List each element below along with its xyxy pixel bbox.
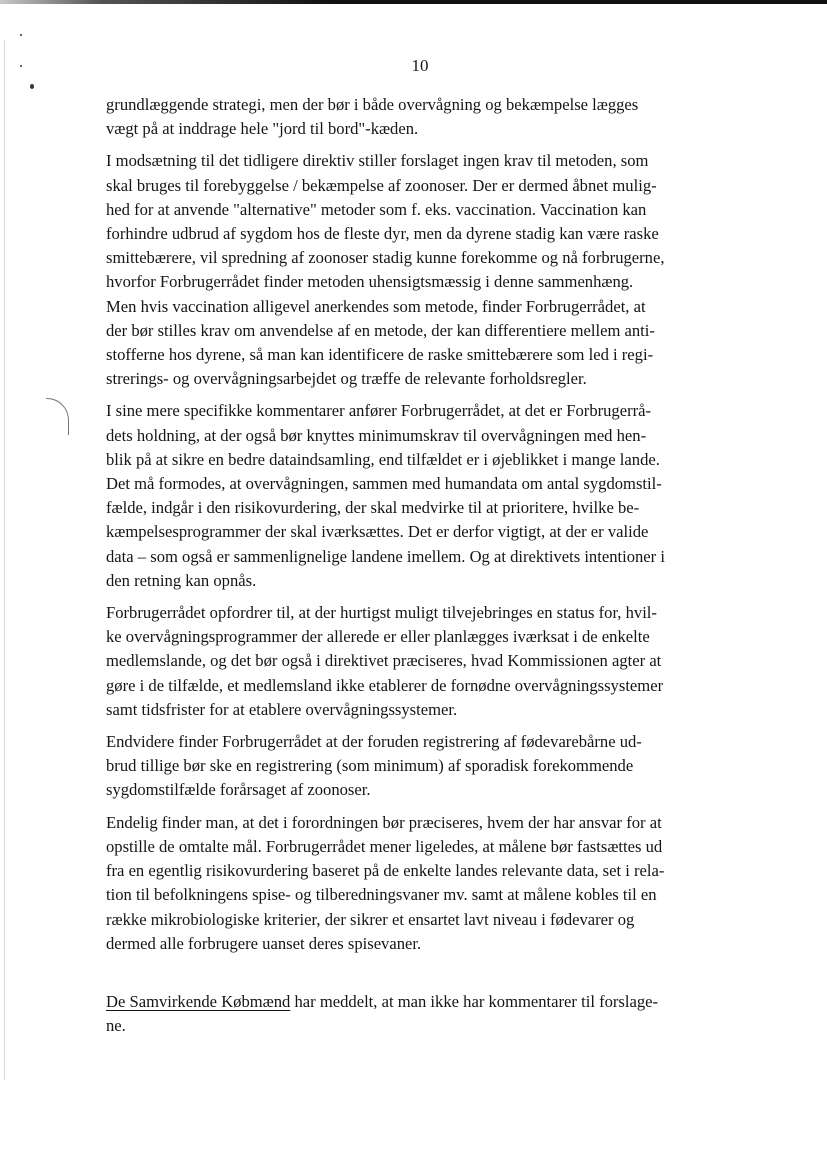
text-line: opstille de omtalte mål. Forbrugerrådet mener ligeledes, at målene bør fastsættes ud bbox=[106, 836, 663, 856]
text-line bbox=[106, 990, 746, 1014]
text-line: sygdomstilfælde forårsaget af zoonoser. bbox=[106, 780, 371, 800]
paragraph-4 bbox=[106, 601, 746, 722]
text-line: Endvidere finder Forbrugerrådet at der foruden registrering af fødevarebårne ud- bbox=[106, 732, 642, 752]
text-line: dets holdning, at der også bør knyttes minimumskrav til overvågningen med hen- bbox=[106, 425, 647, 445]
text-line: Endelig finder man, at det i forordningen bør præciseres, hvem der har ansvar for at bbox=[106, 812, 662, 832]
text-line: række mikrobiologiske kriterier, der sikrer et ensartet lavt niveau i fødevarer og bbox=[106, 909, 635, 929]
punch-hole-mark bbox=[46, 398, 69, 435]
scan-speck bbox=[20, 34, 22, 36]
text-line: fælde, indgår i den risikovurdering, der skal medvirke til at prioritere, hvilke be- bbox=[106, 498, 640, 518]
text-line: hvorfor Forbrugerrådet finder metoden uhensigtsmæssig i denne sammenhæng. bbox=[106, 272, 634, 292]
text-line: fra en egentlig risikovurdering baseret på de enkelte landes relevante data, set i rela- bbox=[106, 861, 665, 881]
text-line: vægt på at inddrage hele "jord til bord"-kæden. bbox=[106, 119, 419, 139]
text-line: ke overvågningsprogrammer der allerede er eller planlægges iværksat i de enkelte bbox=[106, 627, 650, 647]
text-line: den retning kan opnås. bbox=[106, 570, 257, 590]
text-line: brud tillige bør ske en registrering (som minimum) af sporadisk forekommende bbox=[106, 756, 634, 776]
page-number: 10 bbox=[411, 56, 429, 75]
text-line: data – som også er sammenlignelige landene imellem. Og at direktivets intentioner i bbox=[106, 546, 665, 566]
paragraph-3 bbox=[106, 399, 746, 593]
text-line: Forbrugerrådet opfordrer til, at der hurtigst muligt tilvejebringes en status for, hvil- bbox=[106, 603, 657, 623]
paragraph-5 bbox=[106, 730, 746, 803]
text-line: stofferne hos dyrene, så man kan identificere de raske smittebærere som led i regi- bbox=[106, 345, 654, 365]
scan-edge-left bbox=[4, 40, 5, 1080]
text-line: forhindre udbrud af sygdom hos de fleste dyr, men da dyrene stadig kan være raske bbox=[106, 224, 659, 244]
text-line: dermed alle forbrugere uanset deres spisevaner. bbox=[106, 933, 422, 953]
text-line: medlemslande, og det bør også i direktivet præciseres, hvad Kommissionen agter at bbox=[106, 651, 662, 671]
closing-paragraph bbox=[106, 990, 746, 1038]
text-line: I sine mere specifikke kommentarer anfører Forbrugerrådet, at det er Forbrugerrå- bbox=[106, 401, 652, 421]
text-line: der bør stilles krav om anvendelse af en metode, der kan differentiere mellem anti- bbox=[106, 320, 655, 340]
text-line: strerings- og overvågningsarbejdet og træffe de relevante forholdsregler. bbox=[106, 369, 587, 389]
text-line: blik på at sikre en bedre dataindsamling, end tilfældet er i øjeblikket i mange lande. bbox=[106, 449, 660, 469]
text-line: Men hvis vaccination alligevel anerkendes som metode, finder Forbrugerrådet, at bbox=[106, 296, 646, 316]
scan-speck bbox=[30, 84, 34, 89]
document-body bbox=[106, 93, 746, 964]
text-line: Det må formodes, at overvågningen, sammen med humandata om antal sygdomstil- bbox=[106, 474, 662, 494]
text-line: smittebærere, vil spredning af zoonoser stadig kunne forekomme og nå forbrugerne, bbox=[106, 248, 665, 268]
paragraph-1 bbox=[106, 93, 746, 141]
text-line: skal bruges til forebyggelse / bekæmpelse af zoonoser. Der er dermed åbnet mulig- bbox=[106, 175, 657, 195]
text-line: ne. bbox=[106, 1016, 126, 1036]
scan-edge-top bbox=[0, 0, 827, 4]
paragraph-2 bbox=[106, 149, 746, 391]
text-line: hed for at anvende "alternative" metoder som f. eks. vaccination. Vaccination kan bbox=[106, 199, 647, 219]
text-line: grundlæggende strategi, men der bør i både overvågning og bekæmpelse lægges bbox=[106, 95, 639, 114]
text-line: samt tidsfrister for at etablere overvågningssystemer. bbox=[106, 699, 458, 719]
organization-name: De Samvirkende Købmænd bbox=[106, 992, 291, 1011]
text-line: gøre i de tilfælde, et medlemsland ikke etablerer de fornødne overvågningssystemer bbox=[106, 675, 664, 695]
text-fragment: har meddelt, at man ikke har kommentarer til forslage- bbox=[290, 992, 659, 1011]
paragraph-6 bbox=[106, 811, 746, 956]
text-line: I modsætning til det tidligere direktiv stiller forslaget ingen krav til metoden, som bbox=[106, 151, 649, 171]
text-line: kæmpelsesprogrammer der skal iværksættes. Det er derfor vigtigt, at der er valide bbox=[106, 522, 649, 542]
text-line: tion til befolkningens spise- og tilberedningsvaner mv. samt at målene kobles til en bbox=[106, 885, 657, 905]
